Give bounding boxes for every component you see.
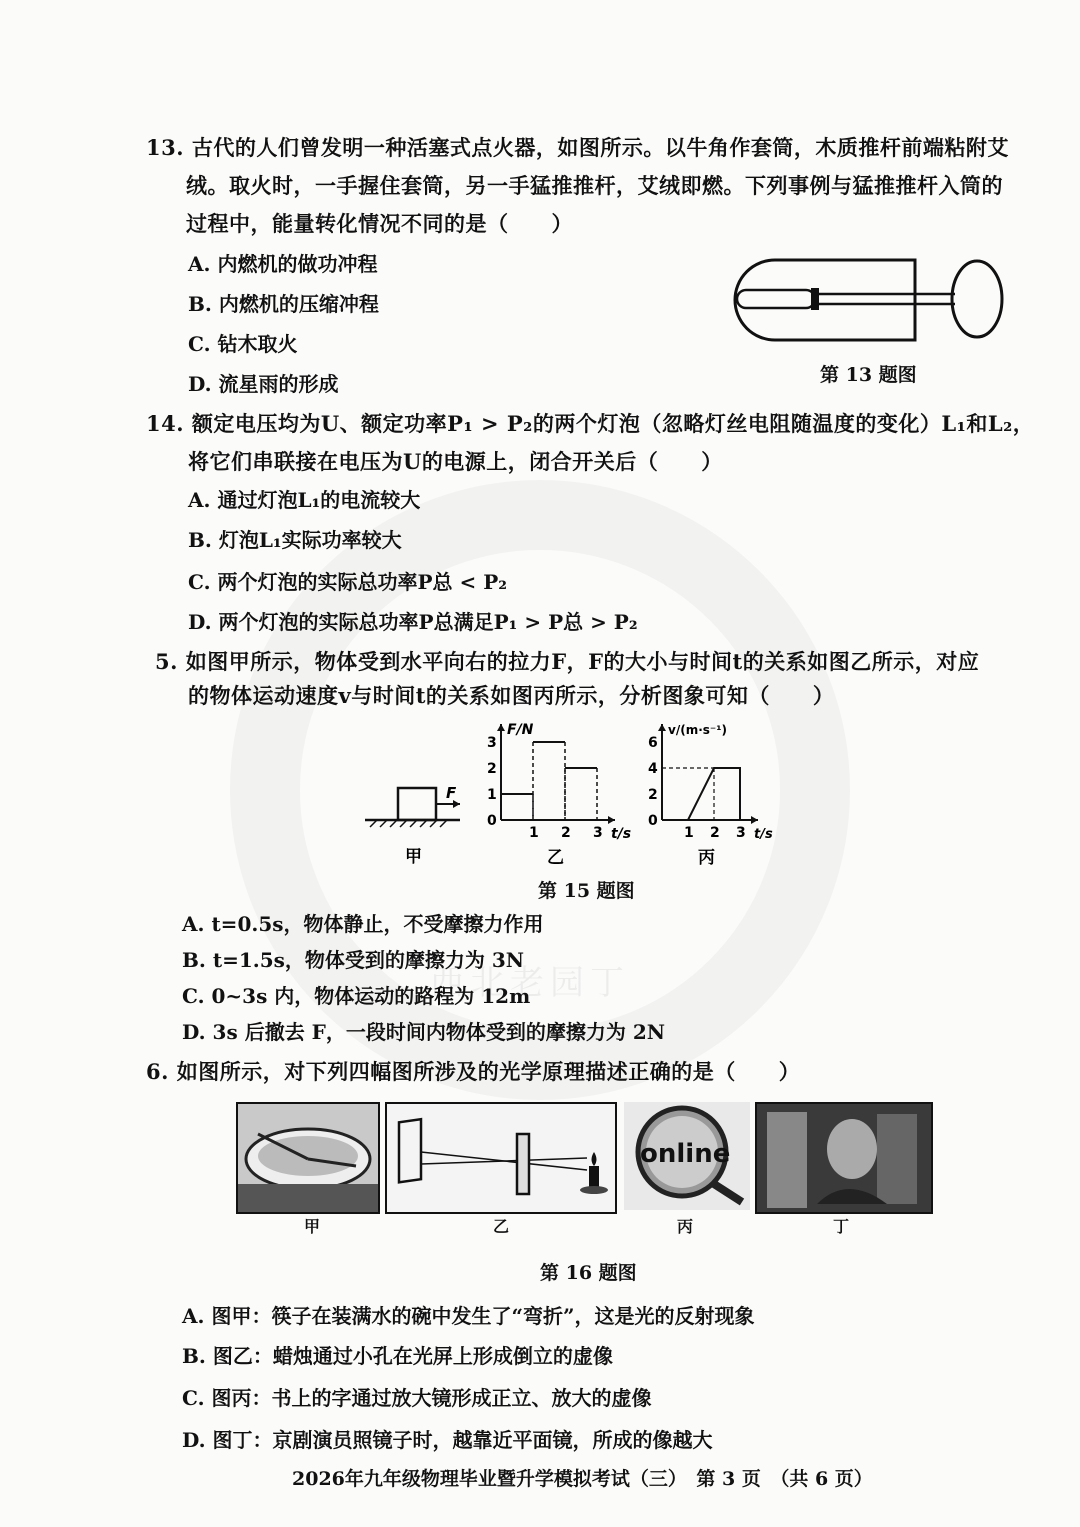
q14-line-2: 将它们串联接在电压为U的电源上，闭合开关后（ ） xyxy=(188,449,723,474)
jia-label: 甲 xyxy=(405,847,422,867)
q16-option-b: B. 图乙：蜡烛通过小孔在光屏上形成倒立的虚像 xyxy=(182,1344,613,1368)
bing-x-tick-label: 2 xyxy=(710,825,720,841)
yi-x-tick-label: 1 xyxy=(529,825,539,841)
bing-y-tick-label: 0 xyxy=(648,813,658,829)
panel-label-jia: 甲 xyxy=(304,1217,321,1236)
q13-line-3: 过程中，能量转化情况不同的是（ ） xyxy=(186,211,573,236)
yi-x-label: t/s xyxy=(611,826,632,842)
q15-line-2: 的物体运动速度v与时间t的关系如图丙所示，分析图象可知（ ） xyxy=(188,683,835,708)
q16-line: 6. 如图所示，对下列四幅图所涉及的光学原理描述正确的是（ ） xyxy=(146,1059,801,1084)
q15-option-c: C. 0~3s 内，物体运动的路程为 12m xyxy=(182,984,531,1008)
bing-velocity-line xyxy=(662,768,740,820)
bing-y-tick-label: 6 xyxy=(648,735,658,751)
yi-y-tick-label: 2 xyxy=(487,761,497,777)
photo-jia-bowl xyxy=(236,1102,380,1214)
yi-x-arrow xyxy=(608,816,615,824)
bing-y-label: v/(m·s⁻¹) xyxy=(668,723,727,737)
bing-y-arrow xyxy=(658,724,666,731)
q13-line-2: 绒。取火时，一手握住套筒，另一手猛推推杆，艾绒即燃。下列事例与猛推推杆入筒的 xyxy=(186,173,1003,198)
yi-y-arrow xyxy=(497,724,505,731)
bing-x-tick-label: 3 xyxy=(736,825,746,841)
panel-label-yi: 乙 xyxy=(493,1217,510,1236)
q16-figure-caption: 第 16 题图 xyxy=(540,1262,637,1284)
q14-option-d: D. 两个灯泡的实际总功率P总满足P₁ > P总 > P₂ xyxy=(188,610,638,634)
q13-option-c: C. 钻木取火 xyxy=(188,332,298,356)
q16-option-d: D. 图丁：京剧演员照镜子时，越靠近平面镜，所成的像越大 xyxy=(182,1428,713,1452)
q13-option-b: B. 内燃机的压缩冲程 xyxy=(188,292,379,316)
yi-y-tick-label: 1 xyxy=(487,787,497,803)
q15-option-b: B. t=1.5s，物体受到的摩擦力为 3N xyxy=(182,948,525,972)
q13-figure-caption: 第 13 题图 xyxy=(820,364,917,386)
q16-option-c: C. 图丙：书上的字通过放大镜形成正立、放大的虚像 xyxy=(182,1386,652,1410)
photo-yi-pinhole xyxy=(385,1102,617,1214)
q13-option-a: A. 内燃机的做功冲程 xyxy=(188,252,378,276)
q15-option-d: D. 3s 后撤去 F，一段时间内物体受到的摩擦力为 2N xyxy=(182,1020,666,1044)
q14-option-b: B. 灯泡L₁实际功率较大 xyxy=(188,528,402,552)
magnifier-text: online xyxy=(640,1139,731,1169)
q14-option-a: A. 通过灯泡L₁的电流较大 xyxy=(188,488,421,512)
bing-y-tick-label: 2 xyxy=(648,787,658,803)
yi-label: 乙 xyxy=(547,848,564,868)
figure-jia xyxy=(360,770,470,870)
chart-force-time xyxy=(475,718,635,868)
bing-x-arrow xyxy=(751,816,758,824)
bing-x-label: t/s xyxy=(754,827,773,842)
fire-piston-figure xyxy=(715,250,1015,350)
yi-x-tick-label: 2 xyxy=(561,825,571,841)
watermark-text: 西北老园丁 xyxy=(430,963,630,1003)
q14-option-c: C. 两个灯泡的实际总功率P总 < P₂ xyxy=(188,570,508,594)
bing-label: 丙 xyxy=(698,848,715,868)
q16-option-a: A. 图甲：筷子在装满水的碗中发生了“弯折”，这是光的反射现象 xyxy=(182,1304,755,1328)
q15-figure-caption: 第 15 题图 xyxy=(538,880,635,902)
photo-bing-magnifier xyxy=(624,1102,750,1210)
yi-y-tick-label: 3 xyxy=(487,735,497,751)
q13-option-d: D. 流星雨的形成 xyxy=(188,372,339,396)
q15-line-1: 5. 如图甲所示，物体受到水平向右的拉力F，F的大小与时间t的关系如图乙所示，对应 xyxy=(155,649,980,674)
photo-ding-opera-mirror xyxy=(755,1102,933,1214)
force-label: F xyxy=(446,784,457,802)
page-footer: 2026年九年级物理毕业暨升学模拟考试（三） 第 3 页 （共 6 页） xyxy=(292,1468,873,1490)
panel-label-ding: 丁 xyxy=(833,1217,850,1236)
yi-y-label: F/N xyxy=(507,722,534,738)
bing-x-tick-label: 1 xyxy=(684,825,694,841)
panel-label-bing: 丙 xyxy=(677,1217,694,1236)
yi-x-tick-label: 3 xyxy=(593,825,603,841)
bing-y-tick-label: 4 xyxy=(648,761,658,777)
chart-velocity-time xyxy=(640,718,790,868)
q14-line-1: 14. 额定电压均为U、额定功率P₁ > P₂的两个灯泡（忽略灯丝电阻随温度的变化）L₁和L₂， xyxy=(146,411,1035,436)
q13-line-1: 13. 古代的人们曾发明一种活塞式点火器，如图所示。以牛角作套筒，木质推杆前端粘附艾 xyxy=(146,135,1009,160)
q15-option-a: A. t=0.5s，物体静止，不受摩擦力作用 xyxy=(182,912,544,936)
yi-y-tick-label: 0 xyxy=(487,813,497,829)
